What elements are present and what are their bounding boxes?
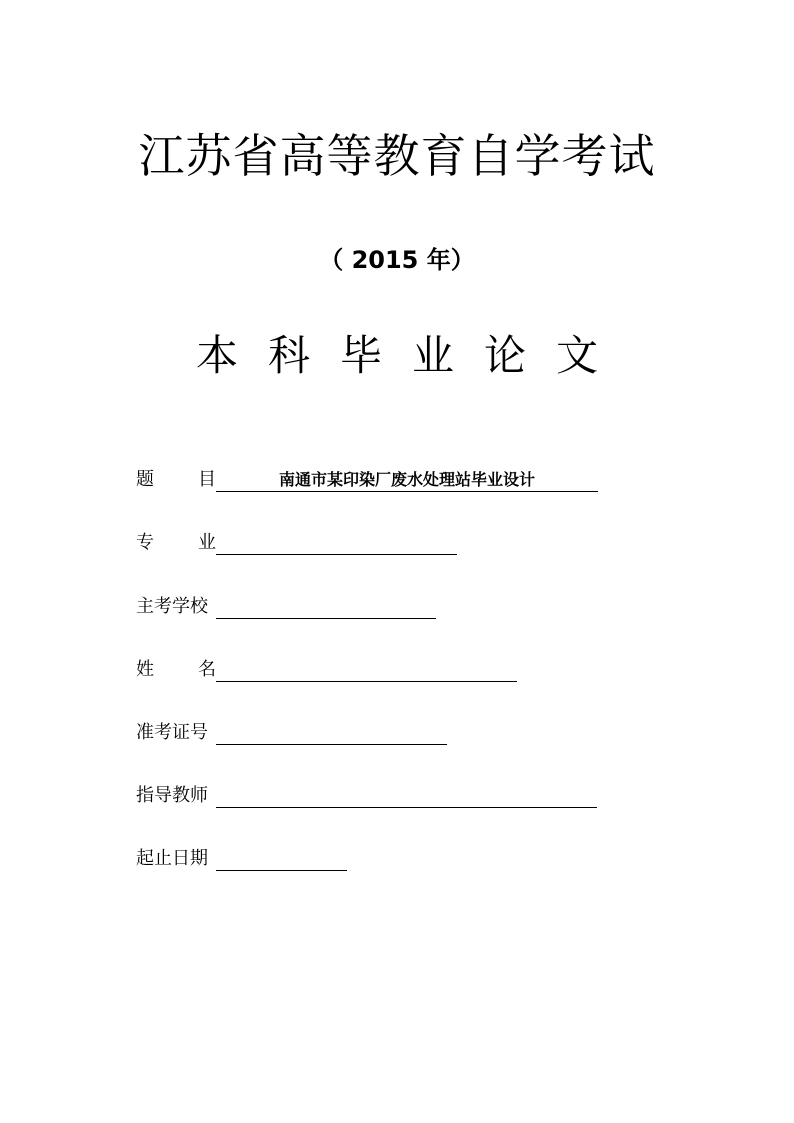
field-name-value[interactable]: [216, 660, 517, 682]
field-name-label: [136, 658, 216, 682]
field-advisor-label: 指导教师: [136, 785, 208, 806]
field-thesis-title-label: [136, 468, 216, 492]
field-thesis-title-label-char-2: 目: [198, 469, 216, 490]
field-school-label: 主考学校: [136, 596, 208, 617]
field-major-label-char-1: 专: [136, 532, 154, 553]
field-name: [136, 656, 517, 682]
field-major-label: [136, 531, 216, 555]
field-name-label-char-1: 姓: [136, 659, 154, 680]
field-thesis-title: [136, 466, 598, 492]
document-title: 江苏省高等教育自学考试: [138, 129, 656, 183]
field-dates-value[interactable]: [216, 849, 347, 871]
field-thesis-title-value[interactable]: 南通市某印染厂废水处理站毕业设计: [216, 470, 598, 492]
field-major: [136, 529, 457, 555]
field-advisor: [136, 782, 597, 808]
field-dates-label: 起止日期: [136, 848, 208, 869]
document-subtitle: 本科毕业论文: [195, 331, 628, 380]
field-exam-id: [136, 719, 447, 745]
document-year: （ 2015 年）: [319, 246, 475, 274]
field-major-value[interactable]: [216, 533, 457, 555]
field-exam-id-label: 准考证号: [136, 722, 208, 743]
field-exam-id-value[interactable]: [216, 723, 447, 745]
field-school-value[interactable]: [216, 597, 436, 619]
field-name-label-char-2: 名: [198, 659, 216, 680]
field-dates: [136, 845, 347, 871]
field-school: [136, 593, 436, 619]
field-advisor-value[interactable]: [216, 786, 597, 808]
field-thesis-title-label-char-1: 题: [136, 469, 154, 490]
field-major-label-char-2: 业: [198, 532, 216, 553]
